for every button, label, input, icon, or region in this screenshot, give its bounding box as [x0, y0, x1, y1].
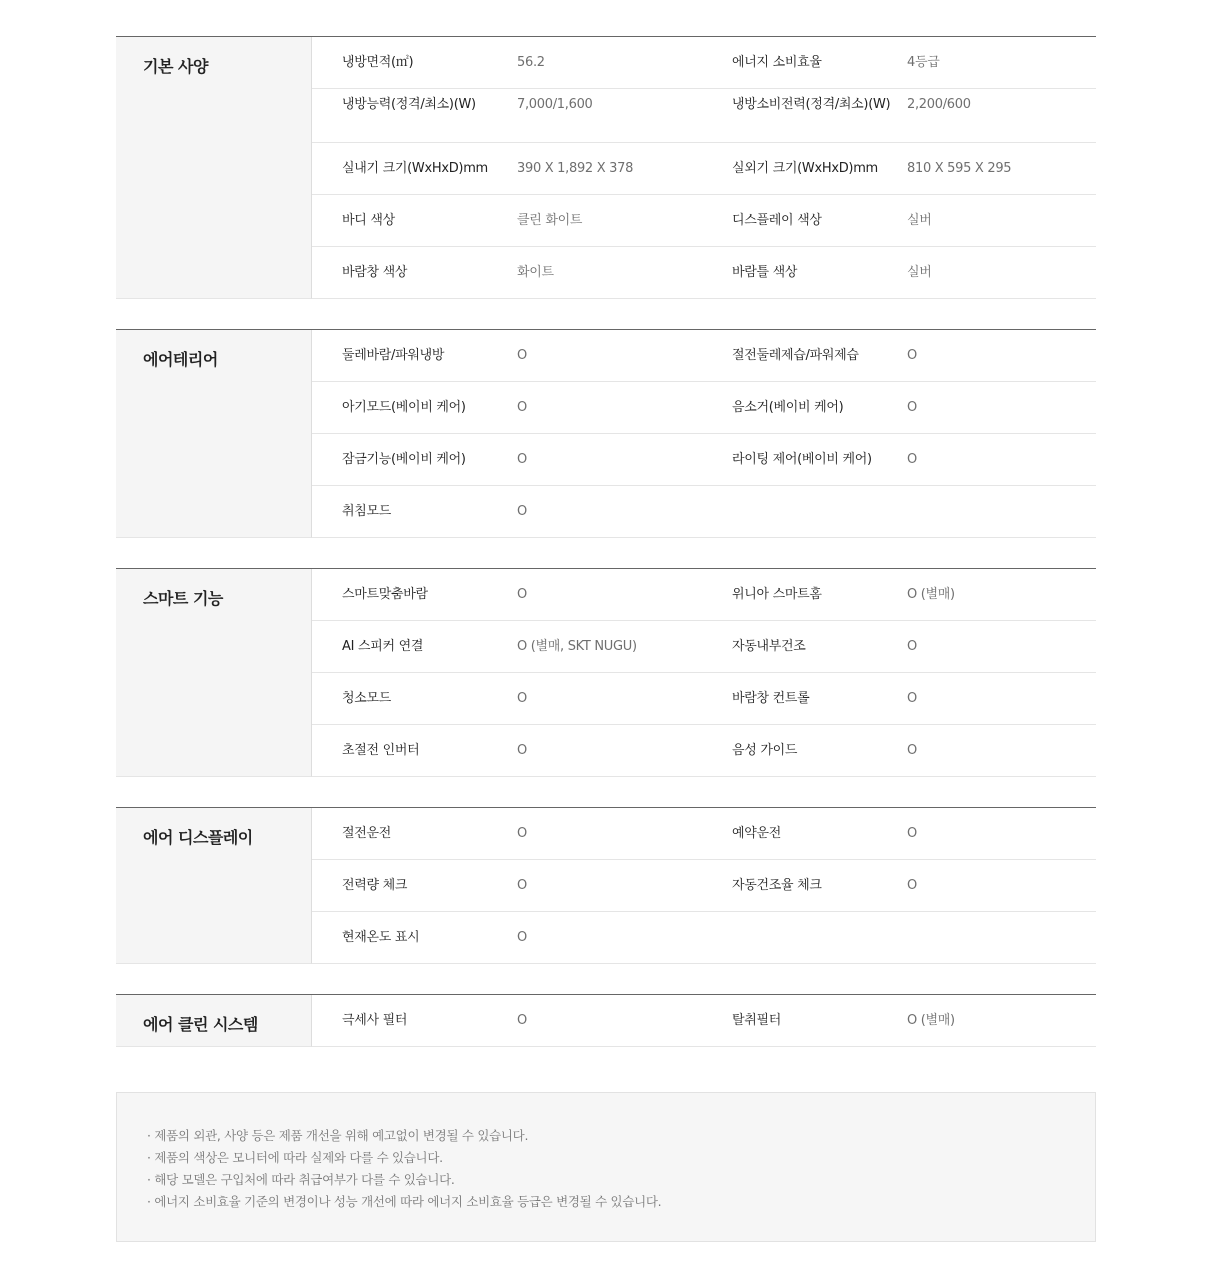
spec-label: 음소거(베이비 케어) [732, 400, 844, 415]
spec-label: 취침모드 [342, 504, 392, 519]
spec-value: O [907, 348, 917, 363]
spec-label: 청소모드 [342, 691, 392, 706]
spec-label: 라이팅 제어(베이비 케어) [732, 452, 872, 467]
spec-value: 4등급 [907, 55, 940, 70]
spec-row [312, 569, 1096, 621]
spec-label: 현재온도 표시 [342, 930, 420, 945]
spec-row [312, 995, 1096, 1047]
spec-value: O [907, 400, 917, 415]
spec-section [116, 807, 1096, 964]
spec-value: O [517, 743, 527, 758]
spec-row [312, 621, 1096, 673]
spec-rows [312, 37, 1096, 299]
spec-value: 56.2 [517, 55, 545, 70]
spec-row [312, 434, 1096, 486]
notice-item: · 에너지 소비효율 기준의 변경이나 성능 개선에 따라 에너지 소비효율 등급은 변경될 수 있습니다. [147, 1194, 662, 1209]
spec-value [907, 486, 1096, 537]
section-title: 스마트 기능 [116, 569, 312, 777]
spec-label: 초절전 인버터 [342, 743, 420, 758]
spec-value: 실버 [907, 213, 932, 228]
spec-row [312, 912, 1096, 964]
spec-label: 예약운전 [732, 826, 782, 841]
spec-value: 2,200/600 [907, 97, 971, 112]
spec-label: 바디 색상 [342, 213, 395, 228]
notice-item: · 해당 모델은 구입처에 따라 취급여부가 다를 수 있습니다. [147, 1172, 455, 1187]
spec-row [312, 37, 1096, 89]
spec-row [312, 382, 1096, 434]
spec-value: O (별매) [907, 587, 955, 602]
spec-value: O [907, 452, 917, 467]
spec-label: 에너지 소비효율 [732, 55, 822, 70]
spec-table [116, 36, 1096, 1077]
spec-value: O [517, 930, 527, 945]
spec-value: 7,000/1,600 [517, 97, 593, 112]
spec-row [312, 808, 1096, 860]
spec-label [732, 912, 907, 963]
spec-value: O [517, 452, 527, 467]
spec-section [116, 329, 1096, 538]
spec-label: 실내기 크기(WxHxD)mm [342, 161, 488, 176]
spec-value: O [517, 348, 527, 363]
spec-label: 바람틀 색상 [732, 265, 798, 280]
spec-label: 둘레바람/파워냉방 [342, 348, 445, 363]
notice-box [116, 1092, 1096, 1242]
spec-value: O [517, 587, 527, 602]
spec-label: 절전둘레제습/파워제습 [732, 348, 859, 363]
section-title: 기본 사양 [116, 37, 312, 299]
spec-rows [312, 330, 1096, 538]
spec-value: O [517, 691, 527, 706]
spec-label: 실외기 크기(WxHxD)mm [732, 161, 878, 176]
spec-section [116, 568, 1096, 777]
spec-value: O [907, 743, 917, 758]
notice-item: · 제품의 색상은 모니터에 따라 실제와 다를 수 있습니다. [147, 1150, 443, 1165]
spec-label: 바람창 색상 [342, 265, 408, 280]
spec-section [116, 36, 1096, 299]
spec-label: 냉방소비전력(정격/최소)(W) [732, 97, 891, 112]
spec-value: 클린 화이트 [517, 213, 583, 228]
spec-rows [312, 569, 1096, 777]
spec-label: AI 스피커 연결 [342, 639, 424, 654]
spec-label: 음성 가이드 [732, 743, 798, 758]
section-title: 에어 클린 시스템 [116, 995, 312, 1047]
spec-value: O [517, 1013, 527, 1028]
spec-value: O [517, 400, 527, 415]
spec-row [312, 860, 1096, 912]
spec-value: O [517, 826, 527, 841]
spec-value: O (별매) [907, 1013, 955, 1028]
spec-label: 디스플레이 색상 [732, 213, 822, 228]
spec-rows [312, 808, 1096, 964]
spec-row [312, 330, 1096, 382]
spec-value: O [517, 878, 527, 893]
spec-section [116, 994, 1096, 1047]
spec-value: O [907, 639, 917, 654]
spec-label: 냉방능력(정격/최소)(W) [342, 97, 476, 112]
spec-value: O [517, 504, 527, 519]
spec-row [312, 195, 1096, 247]
spec-label: 냉방면적(㎡) [342, 55, 414, 70]
spec-value [907, 912, 1096, 963]
spec-value: O [907, 826, 917, 841]
spec-value: O (별매, SKT NUGU) [517, 639, 637, 654]
spec-row [312, 143, 1096, 195]
spec-label: 전력량 체크 [342, 878, 408, 893]
section-title: 에어 디스플레이 [116, 808, 312, 964]
spec-value: 810 X 595 X 295 [907, 161, 1012, 176]
spec-row [312, 89, 1096, 143]
spec-value: 실버 [907, 265, 932, 280]
spec-label: 극세사 필터 [342, 1013, 408, 1028]
spec-label: 아기모드(베이비 케어) [342, 400, 466, 415]
notice-item: · 제품의 외관, 사양 등은 제품 개선을 위해 예고없이 변경될 수 있습니다. [147, 1128, 529, 1143]
spec-row [312, 673, 1096, 725]
spec-label: 스마트맞춤바람 [342, 587, 428, 602]
spec-label: 자동건조율 체크 [732, 878, 822, 893]
spec-label [732, 486, 907, 537]
spec-row [312, 486, 1096, 538]
spec-label: 위니아 스마트홈 [732, 587, 822, 602]
spec-label: 바람창 컨트롤 [732, 691, 810, 706]
spec-label: 탈취필터 [732, 1013, 782, 1028]
spec-value: 390 X 1,892 X 378 [517, 161, 634, 176]
spec-row [312, 247, 1096, 299]
spec-label: 잠금기능(베이비 케어) [342, 452, 466, 467]
section-title: 에어테리어 [116, 330, 312, 538]
spec-value: O [907, 691, 917, 706]
spec-value: O [907, 878, 917, 893]
spec-label: 자동내부건조 [732, 639, 806, 654]
spec-value: 화이트 [517, 265, 554, 280]
spec-rows [312, 995, 1096, 1047]
spec-row [312, 725, 1096, 777]
spec-label: 절전운전 [342, 826, 392, 841]
